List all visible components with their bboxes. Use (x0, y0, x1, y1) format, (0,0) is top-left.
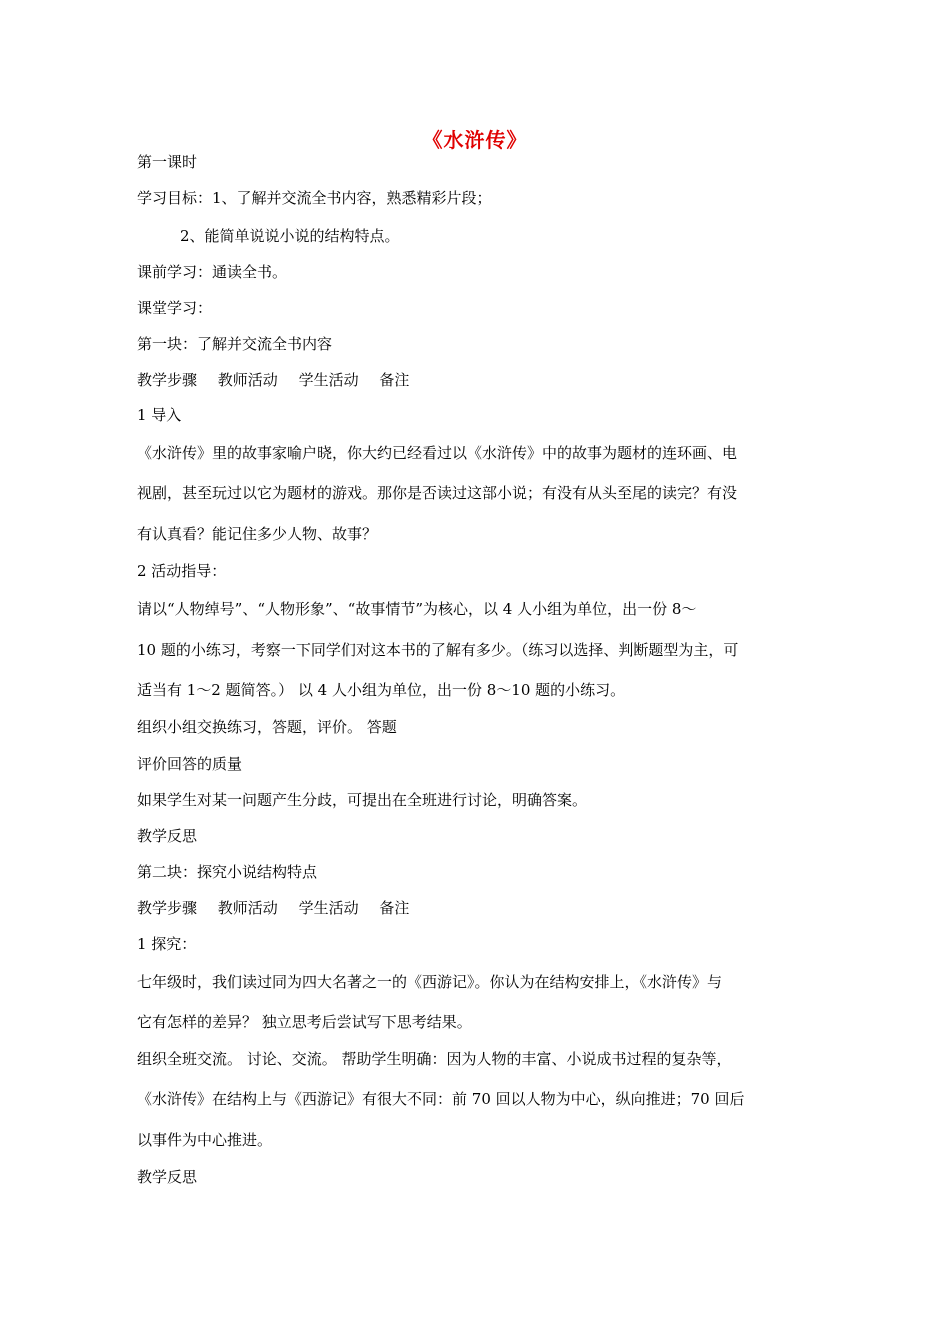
block1-dispute: 如果学生对某一问题产生分歧，可提出在全班进行讨论，明确答案。 (137, 791, 588, 809)
block1-reflection: 教学反思 (137, 827, 198, 845)
document-title: 《水浒传》 (422, 128, 528, 152)
block2-step1-para-line: 七年级时，我们读过同为四大名著之一的《西游记》。你认为在结构安排上，《水浒传》与 (137, 973, 723, 991)
block2-organize-line: 组织全班交流。 讨论、交流。 帮助学生明确：因为人物的丰富、小说成书过程的复杂等， (137, 1050, 732, 1068)
block1-step2-para-line: 请以“人物绰号”、“人物形象”、“故事情节”为核心，以 4 人小组为单位，出一份 8～ (137, 600, 697, 618)
pre-study: 课前学习：通读全书。 (137, 263, 288, 281)
block1-step1-para-line: 有认真看？能记住多少人物、故事？ (137, 525, 378, 543)
block2-reflection: 教学反思 (137, 1168, 198, 1186)
block1-step2-title: 2 活动指导： (137, 562, 227, 580)
column-student: 学生活动 (298, 371, 359, 389)
block1-step1-para-line: 视剧，甚至玩过以它为题材的游戏。那你是否读过这部小说；有没有从头至尾的读完？有没 (137, 484, 738, 502)
column-step: 教学步骤 (137, 371, 198, 389)
column-teacher: 教师活动 (217, 371, 278, 389)
block1-step1-title: 1 导入 (137, 406, 182, 424)
block2-organize-line: 《水浒传》在结构上与《西游记》有很大不同：前 70 回以人物为中心，纵向推进；70 回后 (137, 1090, 745, 1108)
column-student: 学生活动 (298, 899, 359, 917)
block1-columns (137, 370, 425, 390)
block1-step2-para-line: 10 题的小练习，考察一下同学们对这本书的了解有多少。（练习以选择、判断题型为主，可 (137, 641, 739, 659)
block2-step1-para-line: 它有怎样的差异？ 独立思考后尝试写下思考结果。 (137, 1013, 472, 1031)
block1-step1-para-line: 《水浒传》里的故事家喻户晓，你大约已经看过以《水浒传》中的故事为题材的连环画、电 (137, 444, 738, 462)
goals-line-1: 学习目标：1、了解并交流全书内容，熟悉精彩片段； (137, 189, 492, 207)
class-study: 课堂学习： (137, 299, 213, 317)
column-step: 教学步骤 (137, 899, 198, 917)
column-note: 备注 (379, 371, 410, 389)
column-note: 备注 (379, 899, 410, 917)
block1-organize: 组织小组交换练习，答题，评价。 答题 (137, 718, 397, 736)
goals-line-2: 2、能简单说说小说的结构特点。 (180, 227, 400, 245)
lesson-label: 第一课时 (137, 153, 198, 171)
block2-columns (137, 898, 425, 918)
block1-evaluate: 评价回答的质量 (137, 755, 243, 773)
block2-heading: 第二块：探究小说结构特点 (137, 863, 318, 881)
block1-step2-para-line: 适当有 1～2 题简答。） 以 4 人小组为单位，出一份 8～10 题的小练习。 (137, 681, 626, 699)
block1-heading: 第一块：了解并交流全书内容 (137, 335, 333, 353)
block2-organize-line: 以事件为中心推进。 (137, 1131, 273, 1149)
column-teacher: 教师活动 (217, 899, 278, 917)
block2-step1-title: 1 探究： (137, 935, 197, 953)
